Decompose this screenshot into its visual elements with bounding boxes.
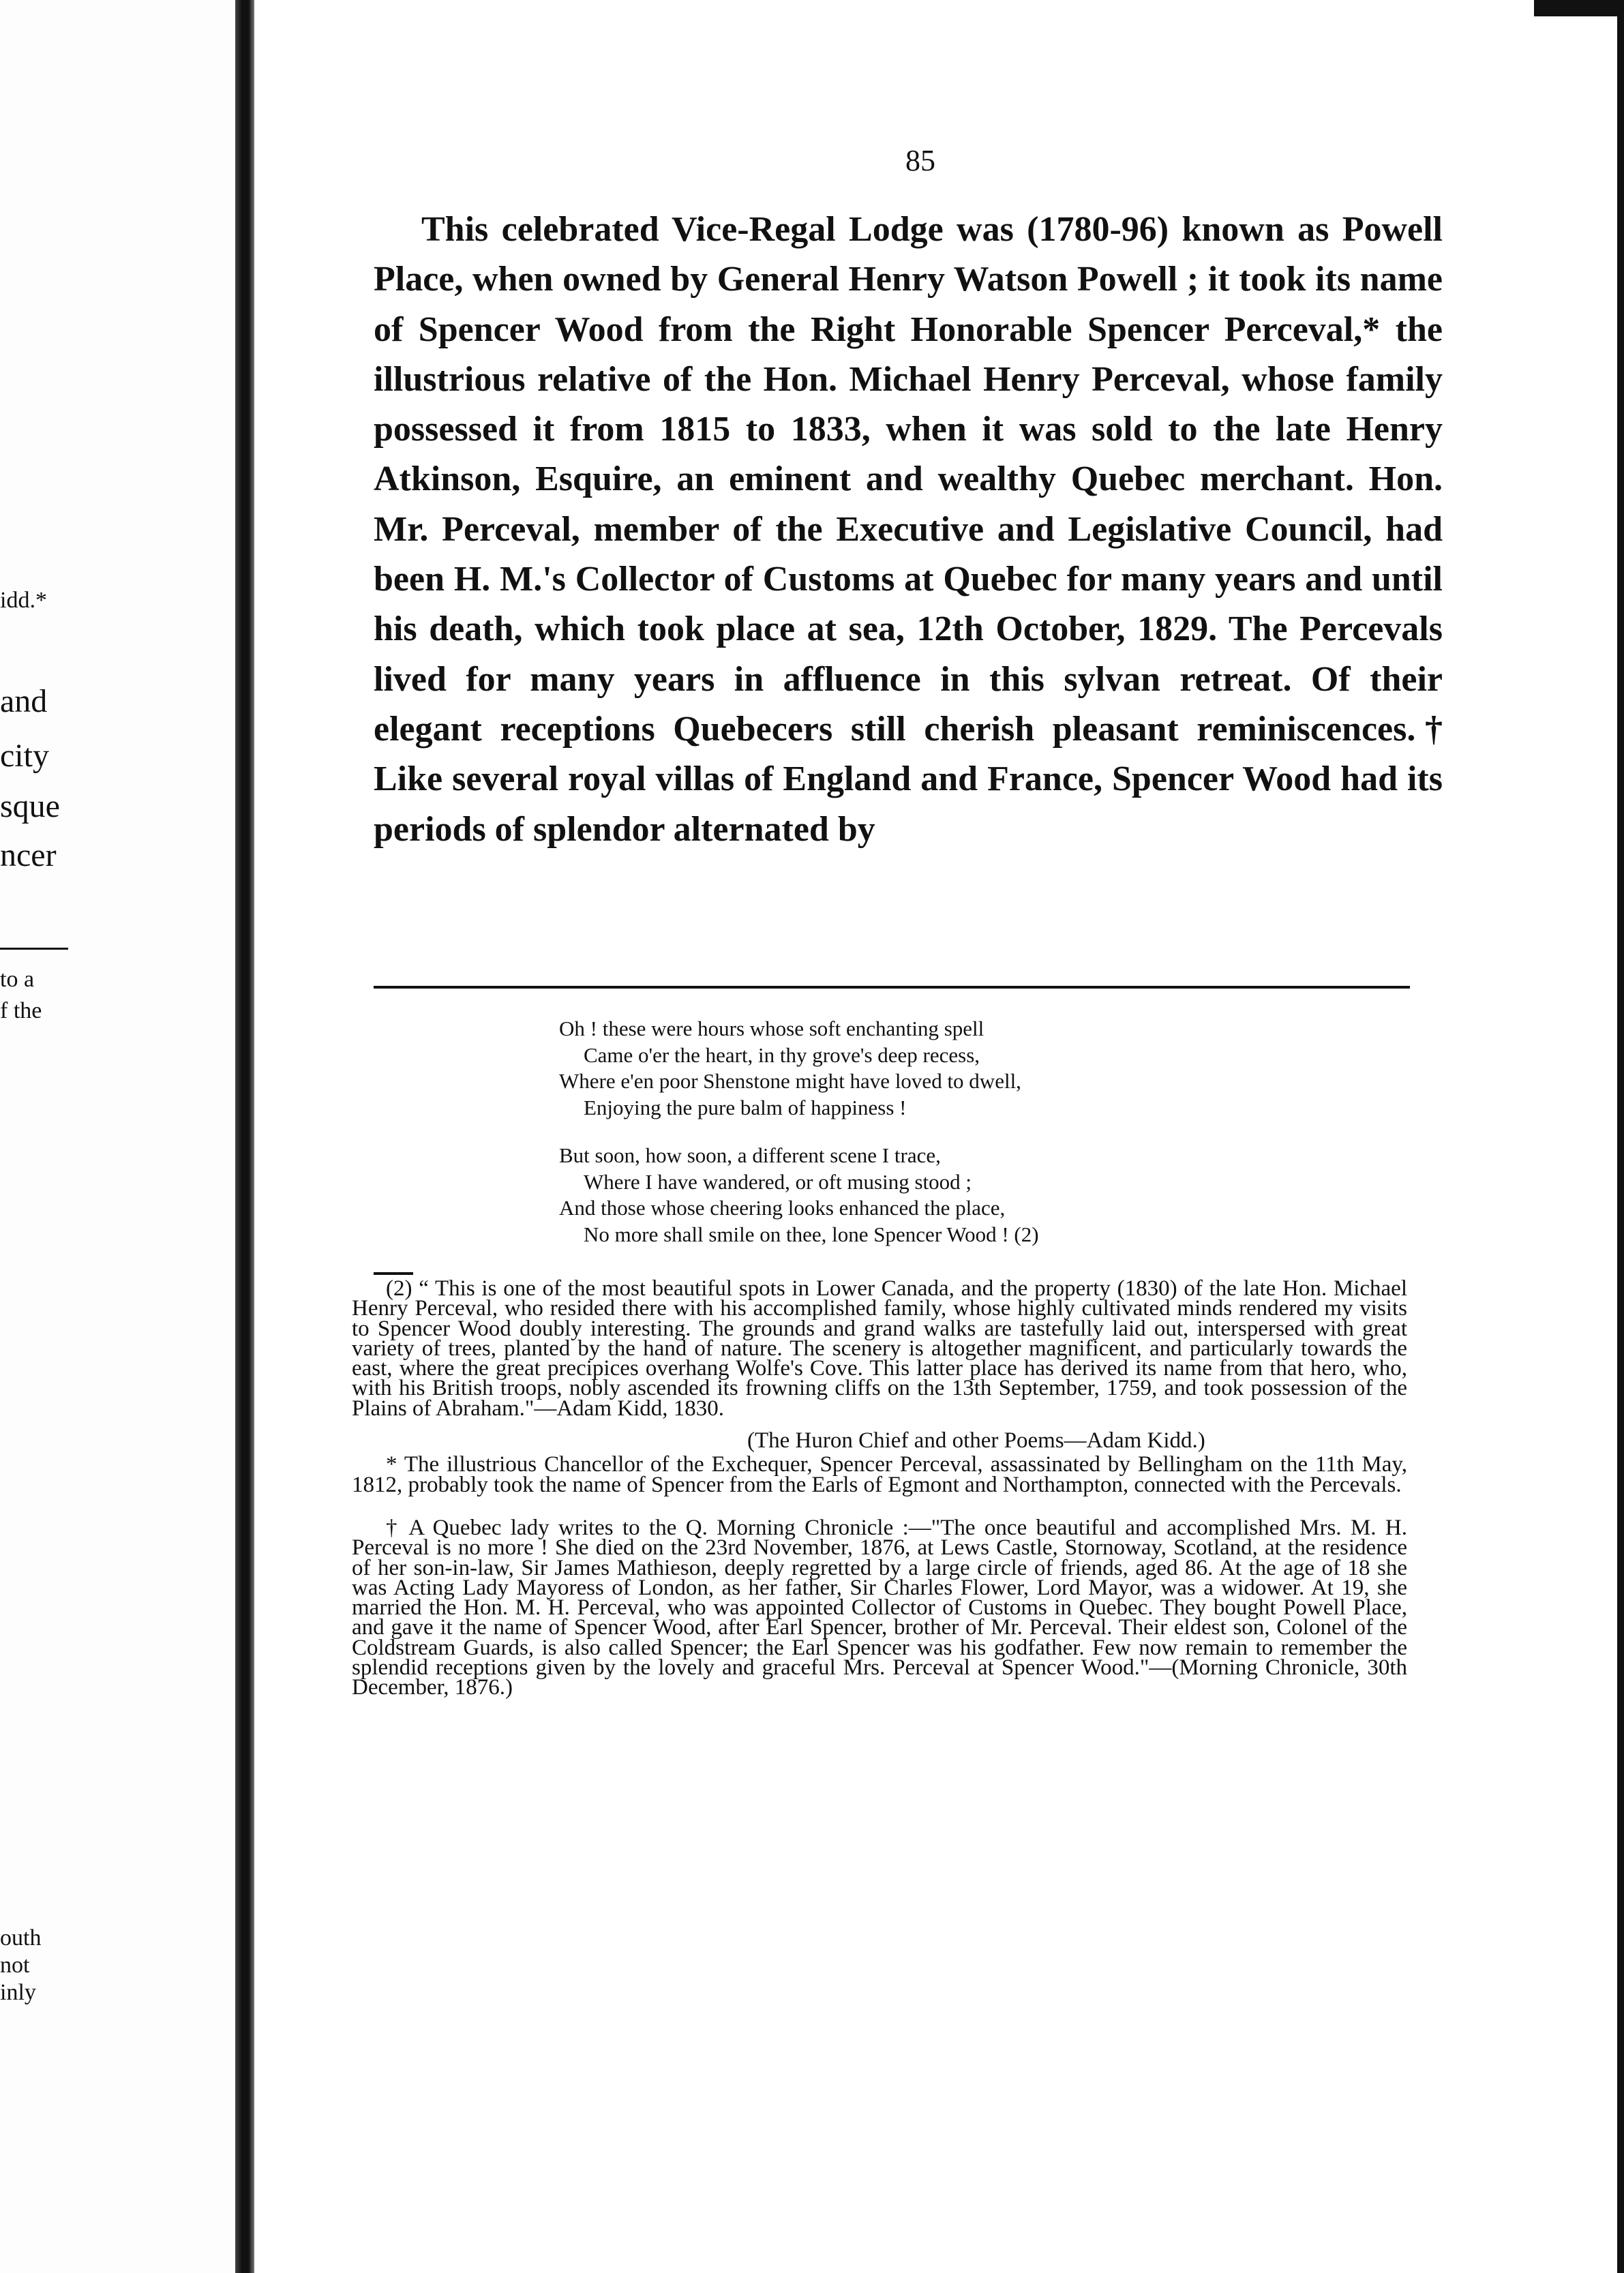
footnote-2-attribution: (The Huron Chief and other Poems—Adam Kidd.) xyxy=(747,1428,1205,1454)
poem-line: Enjoying the pure balm of happiness ! xyxy=(584,1095,907,1119)
book-gutter-shadow xyxy=(235,0,254,2273)
poem-stanza xyxy=(559,1143,1309,1248)
facing-page-fragment: and xyxy=(0,683,48,719)
facing-page-edge xyxy=(0,0,235,2273)
facing-page-fragment: sque xyxy=(0,788,60,824)
footnotes xyxy=(352,1276,1407,1700)
poem-line: Oh ! these were hours whose soft enchanting spell xyxy=(559,1017,984,1040)
poem-line: And those whose cheering looks enhanced the place, xyxy=(559,1196,1006,1220)
footnote-separator-rule xyxy=(374,986,1410,989)
facing-page-rule xyxy=(0,948,68,950)
facing-page-fragment: idd.* xyxy=(0,588,47,613)
poem-line: Where e'en poor Shenstone might have loved to dwell, xyxy=(559,1069,1021,1093)
poem-quotation xyxy=(559,1016,1309,1269)
facing-page-fragment: not xyxy=(0,1953,30,1978)
footnote-dagger: † A Quebec lady writes to the Q. Morning Chronicle :—"The once beautiful and accomplished Mrs. M. H. Perceval is no more ! She died on the 23rd November, 1876, at Lews Castle, Stornoway, Scotland, at the residence of her son-in-law, Sir James Mathieson, deeply regretted by a large circle of friends, aged 86. At the age of 18 she was Acting Lady Mayoress of London, as her father, Sir Charles Flower, Lord Mayor, was a widower. At 19, she married the Hon. M. H. Perceval, who was appointed Collector of Customs in Quebec. They bought Powell Place, and gave it the name of Spencer Wood, after Earl Spencer, brother of Mr. Perceval. Their eldest son, Colonel of the Coldstream Guards, is also called Spencer; the Earl Spencer was his godfather. Few now remain to remember the splendid receptions given by the lovely and graceful Mrs. Perceval at Spencer Wood."—(Morning Chronicle, 30th December, 1876.) xyxy=(352,1515,1407,1700)
facing-page-fragment: to a xyxy=(0,967,35,992)
footnote-2: (2) “ This is one of the most beautiful spots in Lower Canada, and the property (1830) of the late Hon. Michael Henry Perceval, who resided there with his accomplished family, whose highly cultivated minds rendered my visits to Spencer Wood doubly interesting. The grounds and grand walks are tastefully laid out, interspersed with great variety of trees, planted by the hand of nature. The scenery is altogether magnificent, and particularly towards the east, where the great precipices overhang Wolfe's Cove. This latter place has derived its name from that hero, who, with his British troops, nobly ascended its frowning cliffs on the 13th September, 1759, and took possession of the Plains of Abraham."—Adam Kidd, 1830. xyxy=(352,1276,1407,1421)
facing-page-fragment: city xyxy=(0,738,49,774)
poem-line: Where I have wandered, or oft musing stood ; xyxy=(584,1169,972,1194)
poem-line: Came o'er the heart, in thy grove's deep recess, xyxy=(584,1042,980,1067)
body-text: This celebrated Vice-Regal Lodge was (1780-96) known as Powell Place, when owned by General Henry Watson Powell ; it took its name of Spencer Wood from the Right Honorable Spencer Perceval,* the illustrious relative of the Hon. Michael Henry Perceval, whose family possessed it from 1815 to 1833, when it was sold to the late Henry Atkinson, Esquire, an eminent and wealthy Quebec merchant. Hon. Mr. Perceval, member of the Executive and Legislative Council, had been H. M.'s Collector of Customs at Quebec for many years and until his death, which took place at sea, 12th October, 1829. The Percevals lived for many years in affluence in this sylvan retreat. Of their elegant receptions Quebecers still cherish pleasant reminiscences.† Like several royal villas of England and France, Spencer Wood had its periods of splendor alternated by xyxy=(374,210,1443,849)
scan-edge-top xyxy=(1534,0,1624,16)
scan-edge-right xyxy=(1617,0,1624,2273)
page-number: 85 xyxy=(905,144,935,177)
facing-page-fragment: outh xyxy=(0,1925,42,1951)
footnote-asterisk: * The illustrious Chancellor of the Exchequer, Spencer Perceval, assassinated by Bellingham on the 11th May, 1812, probably took the name of Spencer from the Earls of Egmont and Northampton, connected with the Percevals. xyxy=(352,1452,1407,1497)
poem-line: But soon, how soon, a different scene I trace, xyxy=(559,1143,941,1167)
short-rule xyxy=(374,1272,413,1275)
poem-stanza xyxy=(559,1016,1309,1121)
facing-page-fragment: f the xyxy=(0,998,42,1023)
poem-line: No more shall smile on thee, lone Spencer Wood ! (2) xyxy=(584,1222,1039,1246)
main-paragraph xyxy=(374,205,1443,854)
facing-page-fragment: ncer xyxy=(0,837,57,873)
facing-page-fragment: inly xyxy=(0,1980,36,2005)
